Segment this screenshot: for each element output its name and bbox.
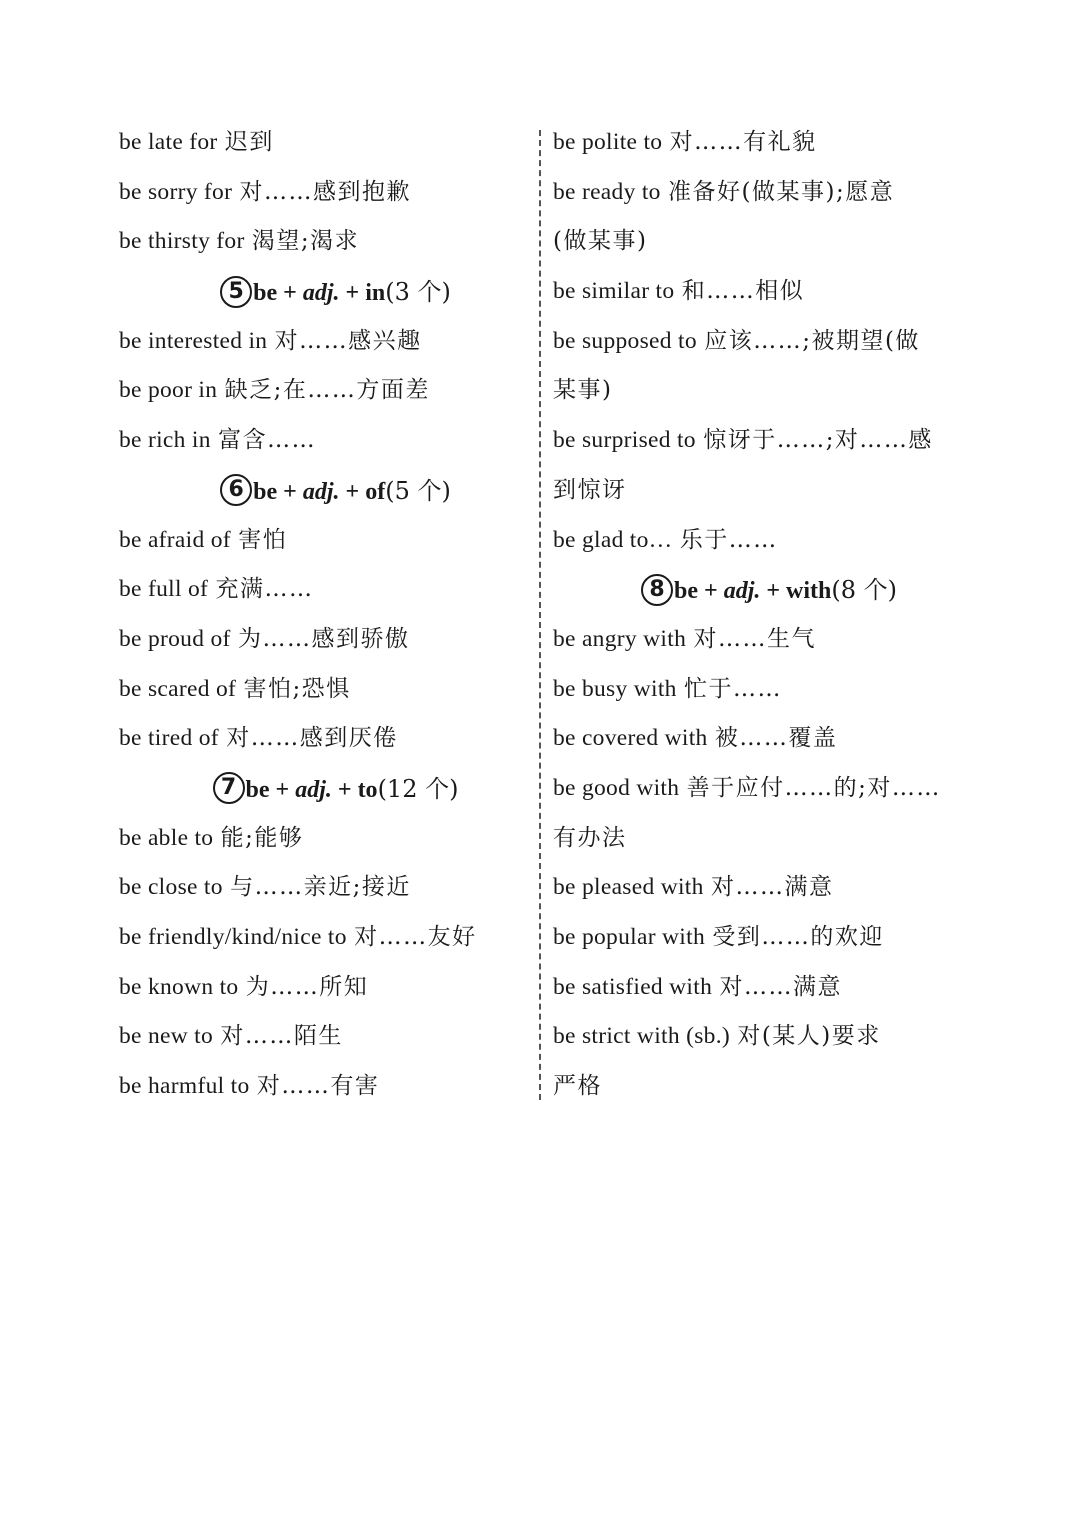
- phrase-chinese: 对(某人)要求: [737, 1023, 881, 1050]
- phrase-chinese: 害怕;恐惧: [243, 675, 351, 702]
- phrase-english: be similar to: [553, 278, 675, 305]
- heading-adj: adj.: [302, 478, 340, 505]
- phrase-chinese: 有办法: [553, 824, 627, 851]
- section-heading: [119, 267, 524, 317]
- phrase-english: be strict with (sb.): [553, 1023, 730, 1050]
- phrase-chinese: 和……相似: [681, 278, 805, 305]
- phrase-chinese: 忙于……: [684, 675, 783, 702]
- phrase-english: be rich in: [119, 427, 211, 454]
- phrase-entry: [119, 317, 524, 367]
- phrase-english: be afraid of: [119, 526, 231, 553]
- section-heading: [119, 466, 524, 516]
- phrase-chinese: 富含……: [218, 427, 317, 454]
- phrase-chinese: 乐于……: [679, 526, 778, 553]
- phrase-entry: [119, 366, 524, 416]
- phrase-entry: [553, 665, 963, 715]
- heading-count: (12 个): [377, 774, 459, 803]
- phrase-english: be tired of: [119, 725, 219, 752]
- phrase-english: be full of: [119, 576, 209, 603]
- heading-count: (5 个): [385, 476, 451, 505]
- phrase-chinese: 准备好(做某事);愿意: [668, 178, 895, 205]
- phrase-entry: [119, 863, 524, 913]
- phrase-english: be harmful to: [119, 1073, 250, 1100]
- phrase-entry: [119, 168, 524, 218]
- phrase-english: be polite to: [553, 129, 663, 155]
- phrase-chinese: 充满……: [215, 576, 314, 603]
- phrase-entry: [553, 1012, 963, 1062]
- heading-suffix: + to: [331, 776, 378, 803]
- phrase-english: be proud of: [119, 625, 231, 652]
- phrase-chinese: 对……满意: [711, 874, 834, 901]
- phrase-english: be ready to: [553, 178, 661, 205]
- heading-count: (3 个): [385, 278, 451, 307]
- phrase-english: be new to: [119, 1023, 214, 1050]
- phrase-entry: [119, 217, 524, 267]
- phrase-english: be covered with: [553, 725, 708, 752]
- phrase-chinese: 对……生气: [693, 625, 816, 652]
- phrase-chinese: 到惊讶: [553, 476, 627, 503]
- phrase-english: be scared of: [119, 675, 237, 702]
- phrase-english: be close to: [119, 874, 223, 901]
- phrase-chinese: 某事): [553, 377, 613, 404]
- section-number-badge: 7: [213, 772, 245, 804]
- phrase-english: be popular with: [553, 924, 705, 950]
- phrase-chinese: 害怕: [238, 526, 288, 553]
- phrase-entry: [553, 118, 963, 168]
- phrase-entry: [553, 267, 963, 317]
- heading-suffix: + with: [760, 578, 832, 605]
- heading-prefix: be +: [253, 478, 303, 505]
- phrase-entry: [553, 913, 963, 963]
- phrase-entry: [553, 516, 963, 566]
- phrase-chinese: 渴望;渴求: [251, 228, 360, 255]
- phrase-english: be pleased with: [553, 874, 704, 901]
- phrase-entry: [119, 416, 524, 466]
- phrase-entry: [553, 615, 963, 665]
- phrase-english: be interested in: [119, 327, 268, 354]
- section-number-badge: 6: [220, 474, 252, 506]
- phrase-entry: [119, 665, 524, 715]
- phrase-chinese: 与……亲近;接近: [230, 874, 411, 901]
- phrase-chinese: 为……所知: [245, 973, 369, 1000]
- phrase-continuation: [553, 1062, 963, 1112]
- phrase-chinese: (做某事): [553, 228, 648, 255]
- phrase-continuation: [553, 466, 963, 516]
- phrase-entry: [553, 168, 963, 218]
- phrase-english: be supposed to: [553, 327, 697, 354]
- heading-adj: adj.: [302, 280, 340, 307]
- section-number-badge: 5: [220, 276, 252, 308]
- phrase-english: be satisfied with: [553, 973, 713, 1000]
- phrase-entry: [553, 863, 963, 913]
- phrase-english: be late for: [119, 129, 218, 155]
- phrase-english: be good with: [553, 774, 680, 801]
- section-number-badge: 8: [641, 574, 673, 606]
- section-heading: [119, 764, 524, 814]
- phrase-chinese: 能;能够: [220, 824, 304, 851]
- heading-adj: adj.: [723, 578, 761, 605]
- phrase-continuation: [553, 814, 963, 864]
- phrase-continuation: [553, 217, 963, 267]
- phrase-entry: [119, 714, 524, 764]
- heading-prefix: be +: [253, 280, 303, 307]
- phrase-english: be angry with: [553, 625, 687, 652]
- phrase-chinese: 对……有礼貌: [669, 129, 817, 155]
- phrase-chinese: 对……友好: [354, 924, 477, 950]
- phrase-english: be busy with: [553, 675, 677, 702]
- heading-adj: adj.: [295, 776, 332, 803]
- phrase-chinese: 惊讶于……;对……感: [703, 427, 933, 454]
- phrase-chinese: 对……陌生: [220, 1023, 343, 1050]
- phrase-english: be known to: [119, 973, 239, 1000]
- right-column: [553, 118, 963, 1112]
- phrase-english: be glad to…: [553, 526, 673, 553]
- phrase-english: be able to: [119, 824, 214, 851]
- heading-prefix: be +: [674, 578, 724, 605]
- phrase-chinese: 对……满意: [719, 973, 842, 1000]
- phrase-entry: [553, 963, 963, 1013]
- phrase-chinese: 应该……;被期望(做: [704, 327, 920, 354]
- heading-count: (8 个): [831, 576, 897, 605]
- phrase-entry: [553, 764, 963, 814]
- phrase-entry: [119, 913, 524, 963]
- phrase-chinese: 迟到: [224, 129, 274, 155]
- phrase-entry: [553, 714, 963, 764]
- heading-suffix: + of: [339, 478, 386, 505]
- section-heading: [553, 565, 963, 615]
- phrase-chinese: 严格: [553, 1073, 602, 1100]
- phrase-entry: [119, 516, 524, 566]
- phrase-english: be friendly/kind/nice to: [119, 924, 347, 950]
- phrase-english: be sorry for: [119, 178, 233, 205]
- phrase-entry: [553, 317, 963, 367]
- phrase-entry: [119, 565, 524, 615]
- left-column: [119, 118, 524, 1112]
- phrase-chinese: 被……覆盖: [714, 725, 838, 752]
- phrase-english: be thirsty for: [119, 228, 245, 255]
- phrase-entry: [119, 118, 524, 168]
- heading-suffix: + in: [339, 280, 386, 307]
- phrase-entry: [119, 1012, 524, 1062]
- phrase-chinese: 善于应付……的;对……: [686, 774, 941, 801]
- phrase-entry: [119, 963, 524, 1013]
- phrase-chinese: 对……感到厌倦: [226, 725, 398, 752]
- phrase-entry: [119, 814, 524, 864]
- phrase-chinese: 为……感到骄傲: [237, 625, 410, 652]
- phrase-chinese: 对……感兴趣: [274, 327, 422, 354]
- phrase-chinese: 缺乏;在……方面差: [224, 377, 430, 404]
- phrase-entry: [119, 1062, 524, 1112]
- phrase-entry: [553, 416, 963, 466]
- phrase-english: be surprised to: [553, 427, 696, 454]
- phrase-chinese: 对……感到抱歉: [239, 178, 412, 205]
- phrase-continuation: [553, 366, 963, 416]
- phrase-english: be poor in: [119, 377, 218, 404]
- column-divider: [539, 130, 541, 1100]
- phrase-chinese: 对……有害: [256, 1073, 380, 1100]
- heading-prefix: be +: [245, 776, 296, 803]
- phrase-chinese: 受到……的欢迎: [712, 924, 884, 950]
- phrase-entry: [119, 615, 524, 665]
